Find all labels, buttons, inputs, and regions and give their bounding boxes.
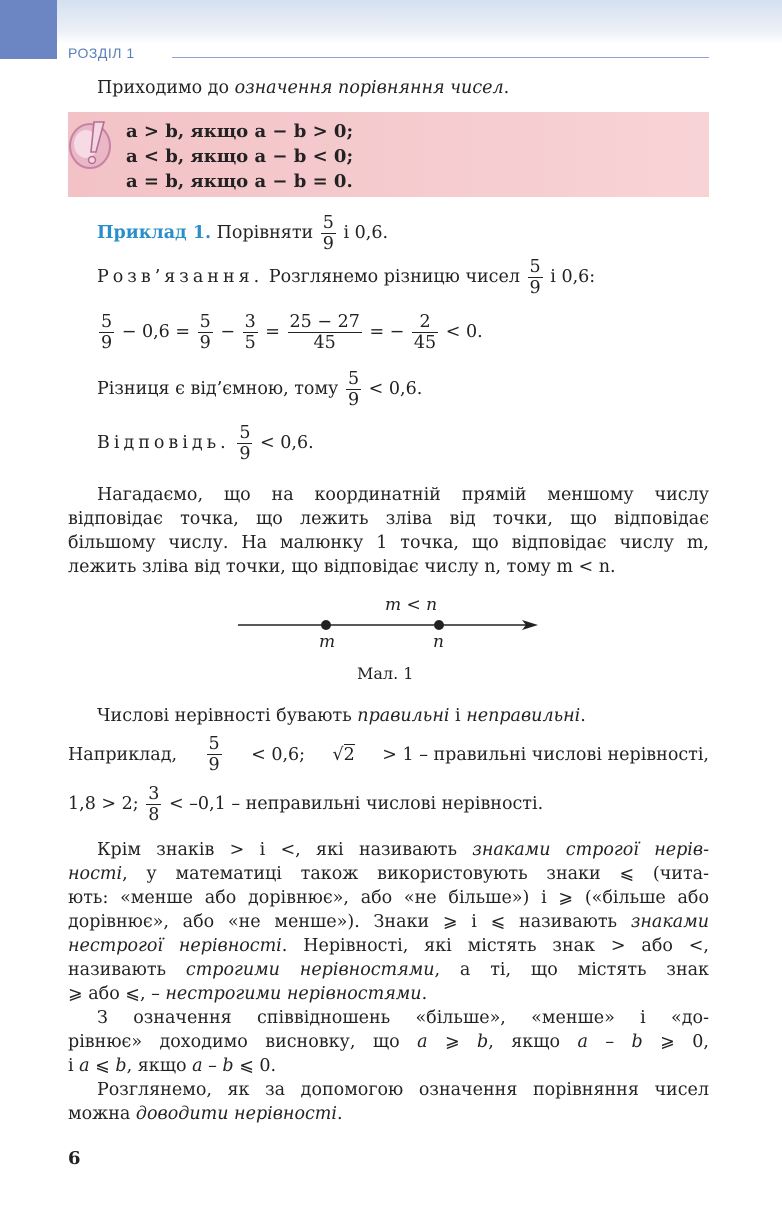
fraction: $\frac{3}{8}$ bbox=[148, 784, 160, 825]
fraction: $\frac{5}{9}$ bbox=[529, 257, 541, 298]
difference-line: Різниця є від’ємною, тому $\frac{5}{9}$ < 0,6. bbox=[97, 369, 423, 410]
paragraph-strict-nonstrict bbox=[68, 838, 709, 1006]
example-title-line: Приклад 1. Порівняти $\frac{5}{9}$ і 0,6. bbox=[97, 213, 389, 254]
text-line: і a ⩽ b, якщо a – b ⩽ 0. bbox=[68, 1056, 277, 1076]
definition-line-3: a = b, якщо a − b = 0. bbox=[126, 171, 353, 192]
calculation-line: $\frac{5}{9}$ − 0,6 = $\frac{5}{9}$ − $\frac{3}{5}$ = $\frac{25 - 27}{45}$ = − $\frac{2}{45}$ < 0. bbox=[101, 312, 483, 353]
corner-block bbox=[0, 0, 57, 59]
exclamation-icon bbox=[66, 116, 118, 172]
paragraph-prove bbox=[68, 1078, 709, 1126]
definition-line-2: a < b, якщо a − b < 0; bbox=[126, 146, 354, 167]
page-number: 6 bbox=[68, 1148, 81, 1169]
figure-caption: Мал. 1 bbox=[357, 664, 414, 683]
header-band bbox=[0, 0, 782, 44]
examples-line-1: Наприклад, $\frac{5}{9}$ < 0,6; √2 > 1 – правильні числові нерівності, bbox=[68, 734, 709, 775]
text-line: називають строгими нерівностями, а ті, що містять знак bbox=[68, 960, 709, 980]
fraction: $\frac{5}{9}$ bbox=[199, 312, 211, 353]
solution-line: Розв’язання. Розглянемо різницю чисел $\frac{5}{9}$ і 0,6: bbox=[97, 257, 596, 298]
paragraph-conclusion bbox=[68, 1006, 709, 1078]
text-line: рівнює» доходимо висновку, що a ⩾ b, якщо a – b ⩾ 0, bbox=[68, 1032, 709, 1052]
point-n-label: n bbox=[433, 632, 444, 652]
section-label: РОЗДІЛ 1 bbox=[68, 45, 135, 61]
text-line: ⩾ або ⩽, – нестрогими нерівностями. bbox=[68, 984, 428, 1004]
inequality-types-line: Числові нерівності бувають правильні і неправильні. bbox=[97, 706, 586, 726]
fraction: $\frac{2}{45}$ bbox=[413, 312, 437, 353]
header-rule bbox=[172, 57, 709, 58]
fraction: $\frac{5}{9}$ bbox=[101, 312, 113, 353]
text-line: З означення співвідношень «більше», «менше» і «до- bbox=[97, 1008, 709, 1028]
fraction: $\frac{5}{9}$ bbox=[208, 734, 220, 775]
text-line: можна доводити нерівності. bbox=[68, 1104, 343, 1124]
fraction: $\frac{5}{9}$ bbox=[347, 369, 360, 410]
intro-line: Приходимо до означення порівняння чисел. bbox=[97, 78, 510, 98]
number-line-figure bbox=[230, 590, 550, 660]
definition-line-1: a > b, якщо a − b > 0; bbox=[126, 121, 354, 142]
fraction: $\frac{25 - 27}{45}$ bbox=[289, 312, 360, 353]
text-line: відповідає точка, що лежить зліва від точки, що відповідає bbox=[68, 509, 709, 529]
examples-line-2: 1,8 > 2; $\frac{3}{8}$ < –0,1 – неправильні числові нерівності. bbox=[68, 784, 544, 825]
fraction: $\frac{5}{9}$ bbox=[239, 423, 251, 464]
paragraph-coordinate-line bbox=[68, 483, 709, 579]
sqrt-expression: √2 bbox=[332, 744, 355, 765]
text-line: Крім знаків > і <, які називають знаками строгої нерів- bbox=[97, 840, 709, 860]
text-line: ють: «менше або дорівнює», або «не більше») і ⩾ («більше або bbox=[68, 888, 709, 908]
text-line: лежить зліва від точки, що відповідає числу n, тому m < n. bbox=[68, 557, 616, 577]
text-line: більшому числу. На малюнку 1 точка, що відповідає числу m, bbox=[68, 533, 709, 553]
fraction: $\frac{3}{5}$ bbox=[244, 312, 256, 353]
point-n bbox=[434, 620, 444, 630]
point-m-label: m bbox=[319, 632, 336, 652]
point-m bbox=[321, 620, 331, 630]
text-line: нестрогої нерівності. Нерівності, які містять знак > або <, bbox=[68, 936, 709, 956]
relation-label: m < n bbox=[385, 595, 438, 615]
text-line: дорівнює», або «не менше»). Знаки ⩾ і ⩽ називають знаками bbox=[68, 912, 709, 932]
text-line: ності, у математиці також використовують знаки ⩽ (чита- bbox=[68, 864, 709, 884]
fraction: $\frac{5}{9}$ bbox=[322, 213, 334, 254]
text-line: Розглянемо, як за допомогою означення порівняння чисел bbox=[97, 1080, 709, 1100]
text-line: Нагадаємо, що на координатній прямій меншому числу bbox=[97, 485, 709, 505]
answer-line: Відповідь. $\frac{5}{9}$ < 0,6. bbox=[97, 423, 314, 464]
